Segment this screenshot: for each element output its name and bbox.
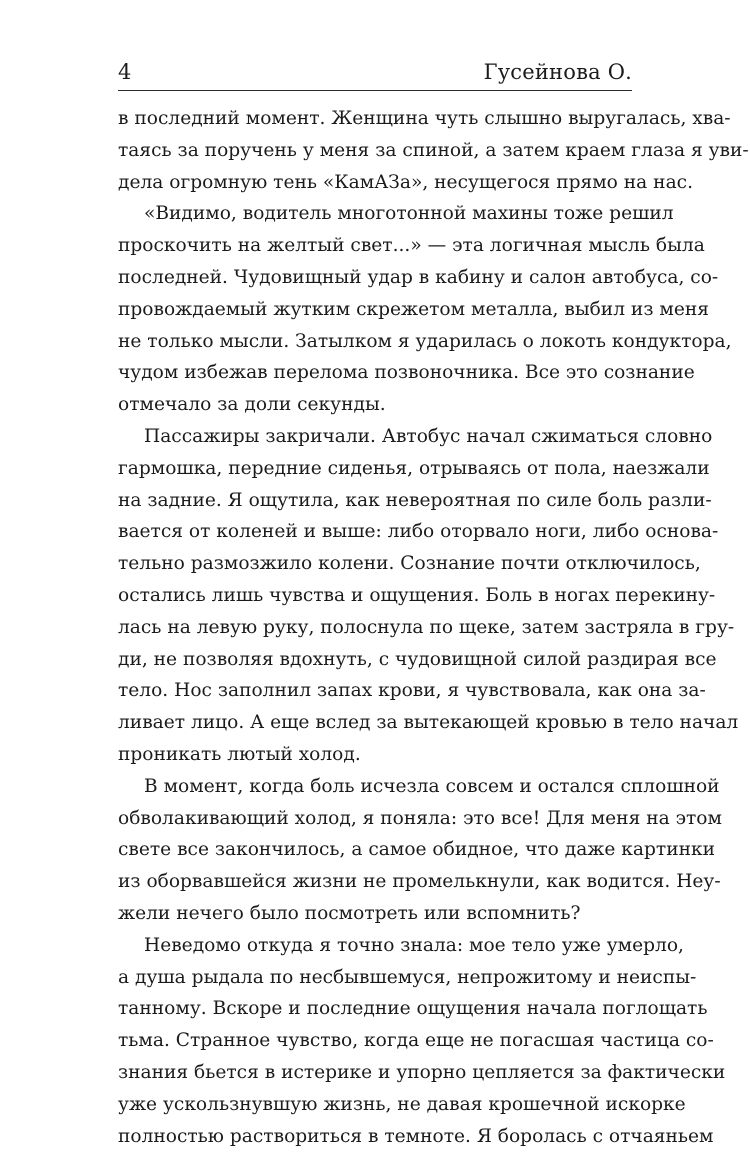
text-line: провождаемый жутким скрежетом металла, выбил из меня — [118, 294, 632, 326]
text-line: отмечало за доли секунды. — [118, 389, 632, 421]
text-line: Пассажиры закричали. Автобус начал сжиматься словно — [118, 421, 632, 453]
text-line: тельно размозжило колени. Сознание почти отключилось, — [118, 548, 632, 580]
page-number: 4 — [118, 60, 131, 84]
text-line: В момент, когда боль исчезла совсем и остался сплошной — [118, 771, 632, 803]
text-line: дела огромную тень «КамАЗа», несущегося прямо на нас. — [118, 167, 632, 199]
text-line: танному. Вскоре и последние ощущения начала поглощать — [118, 993, 632, 1025]
text-line: ди, не позволяя вдохнуть, с чудовищной силой раздирая все — [118, 644, 632, 676]
text-line: в последний момент. Женщина чуть слышно выругалась, хва- — [118, 103, 632, 135]
text-line: остались лишь чувства и ощущения. Боль в ногах перекину- — [118, 580, 632, 612]
text-line: лась на левую руку, полоснула по щеке, затем застряла в гру- — [118, 612, 632, 644]
text-line: а душа рыдала по несбывшемуся, непрожитому и неиспы- — [118, 962, 632, 994]
paragraph — [118, 198, 632, 421]
text-line: из оборвавшейся жизни не промелькнули, как водится. Неу- — [118, 866, 632, 898]
text-line: свете все закончилось, а самое обидное, что даже картинки — [118, 834, 632, 866]
text-line: Неведомо откуда я точно знала: мое тело уже умерло, — [118, 930, 632, 962]
text-line: жели нечего было посмотреть или вспомнить? — [118, 898, 632, 930]
text-line: ливает лицо. А еще вслед за вытекающей кровью в тело начал — [118, 707, 632, 739]
text-line: чудом избежав перелома позвоночника. Все это сознание — [118, 357, 632, 389]
text-line: «Видимо, водитель многотонной махины тоже решил — [118, 198, 632, 230]
text-line: проникать лютый холод. — [118, 739, 632, 771]
running-head-author: Гусейнова О. — [484, 60, 632, 84]
text-line: гармошка, передние сиденья, отрываясь от пола, наезжали — [118, 453, 632, 485]
paragraph — [118, 771, 632, 930]
text-line: знания бьется в истерике и упорно цепляется за фактически — [118, 1057, 632, 1089]
body-text — [118, 103, 632, 1152]
text-line: тьма. Странное чувство, когда еще не погасшая частица со- — [118, 1025, 632, 1057]
text-line: не только мысли. Затылком я ударилась о локоть кондуктора, — [118, 326, 632, 358]
text-line: обволакивающий холод, я поняла: это все! Для меня на этом — [118, 803, 632, 835]
text-line: полностью раствориться в темноте. Я боролась с отчаяньем — [118, 1121, 632, 1152]
text-line: таясь за поручень у меня за спиной, а затем краем глаза я уви- — [118, 135, 632, 167]
running-header — [118, 56, 632, 91]
text-line: вается от коленей и выше: либо оторвало ноги, либо основа- — [118, 516, 632, 548]
paragraph — [118, 103, 632, 198]
text-line: проскочить на желтый свет...» — эта логичная мысль была — [118, 230, 632, 262]
text-line: на задние. Я ощутила, как невероятная по силе боль разли- — [118, 485, 632, 517]
paragraph — [118, 930, 632, 1152]
text-line: последней. Чудовищный удар в кабину и салон автобуса, со- — [118, 262, 632, 294]
text-line: тело. Нос заполнил запах крови, я чувствовала, как она за- — [118, 675, 632, 707]
paragraph — [118, 421, 632, 771]
text-line: уже ускользнувшую жизнь, не давая крошечной искорке — [118, 1089, 632, 1121]
